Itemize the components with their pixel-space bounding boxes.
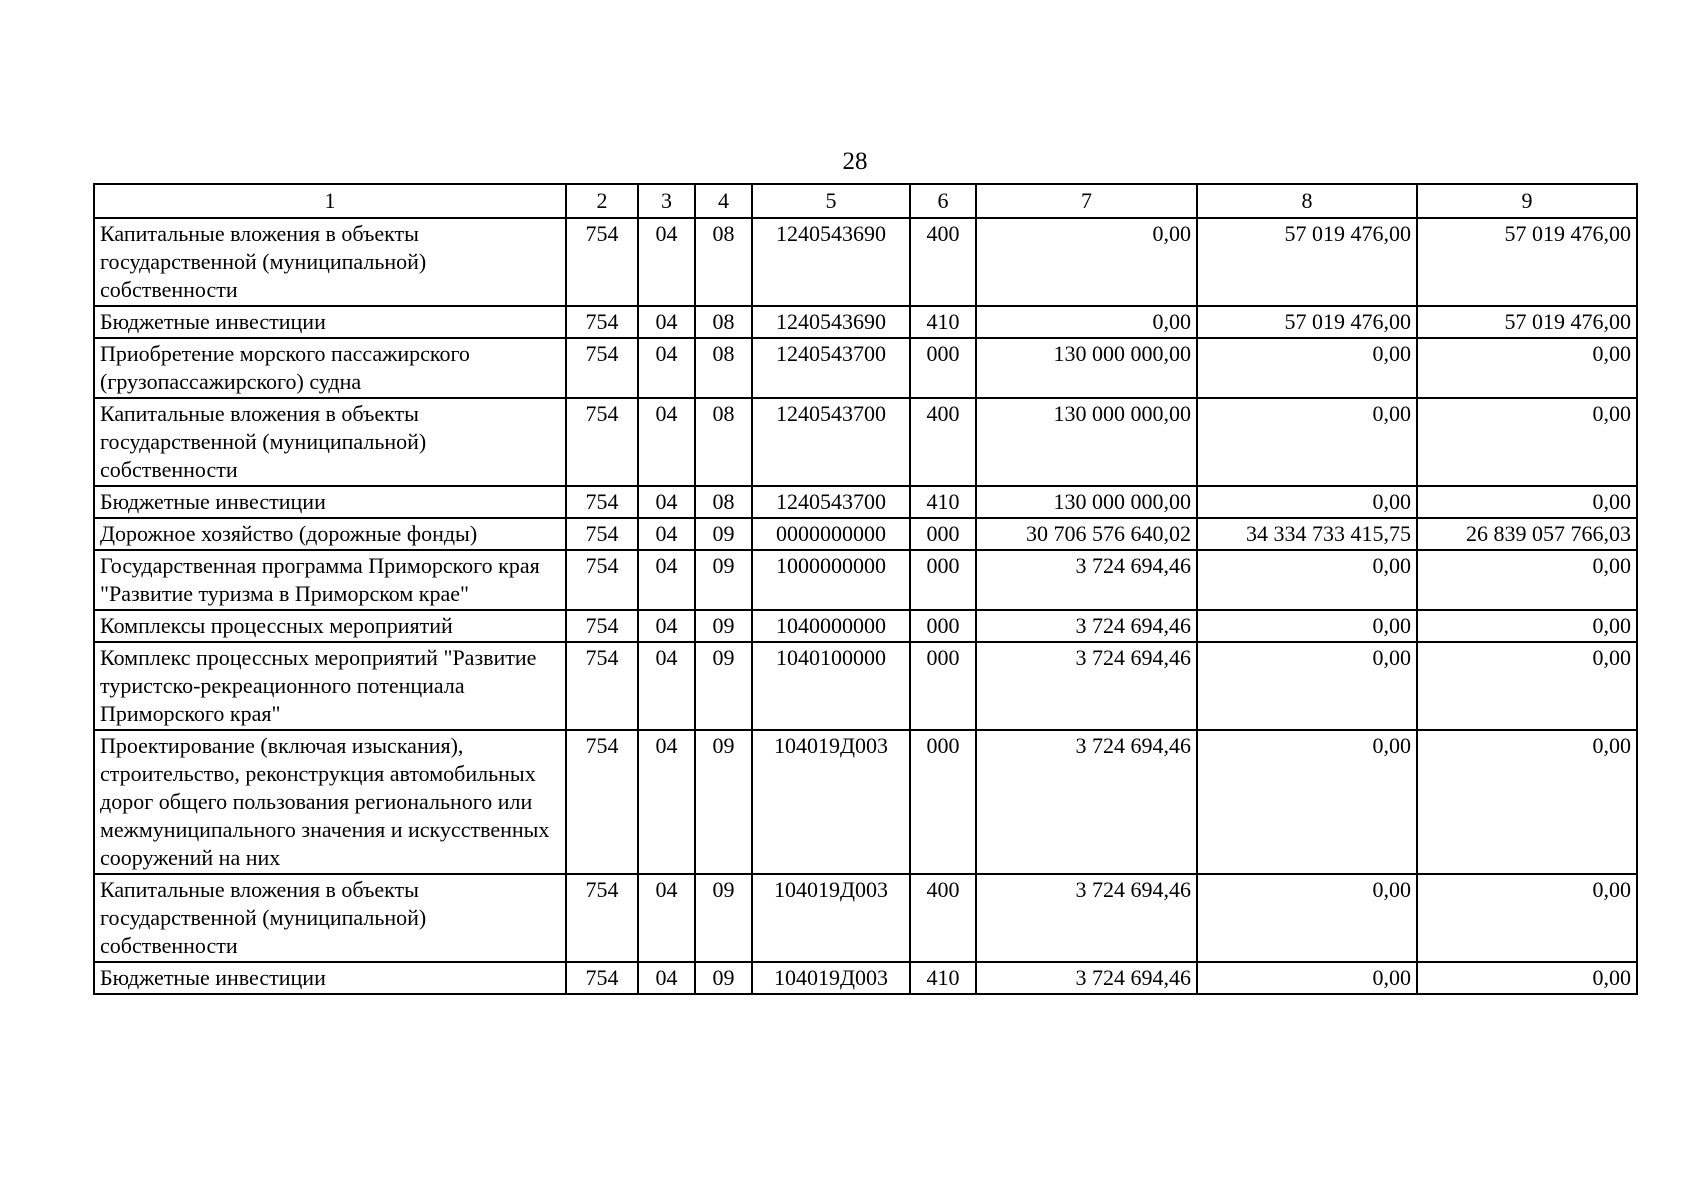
column-header: 2 [566, 184, 638, 218]
subsection-code: 09 [695, 518, 752, 550]
amount-col8: 0,00 [1197, 550, 1417, 610]
amount-col8: 0,00 [1197, 730, 1417, 874]
amount-col9: 0,00 [1417, 874, 1637, 962]
amount-col9: 57 019 476,00 [1417, 218, 1637, 306]
amount-col7: 3 724 694,46 [976, 642, 1197, 730]
amount-col7: 3 724 694,46 [976, 730, 1197, 874]
column-header: 3 [638, 184, 695, 218]
target-article-code: 1040100000 [752, 642, 910, 730]
column-header: 6 [910, 184, 976, 218]
amount-col7: 0,00 [976, 306, 1197, 338]
row-name: Капитальные вложения в объекты государственной (муниципальной) собственности [94, 218, 566, 306]
subsection-code: 09 [695, 730, 752, 874]
expense-type-code: 400 [910, 218, 976, 306]
expense-type-code: 000 [910, 550, 976, 610]
amount-col9: 0,00 [1417, 550, 1637, 610]
amount-col9: 0,00 [1417, 610, 1637, 642]
column-header: 5 [752, 184, 910, 218]
row-name: Приобретение морского пассажирского (грузопассажирского) судна [94, 338, 566, 398]
target-article-code: 1240543690 [752, 218, 910, 306]
amount-col8: 0,00 [1197, 642, 1417, 730]
section-code: 04 [638, 730, 695, 874]
amount-col7: 30 706 576 640,02 [976, 518, 1197, 550]
expense-type-code: 000 [910, 730, 976, 874]
amount-col9: 0,00 [1417, 486, 1637, 518]
amount-col8: 0,00 [1197, 610, 1417, 642]
table-row [94, 730, 1637, 874]
amount-col8: 57 019 476,00 [1197, 218, 1417, 306]
subsection-code: 08 [695, 398, 752, 486]
section-code: 04 [638, 962, 695, 994]
ministry-code: 754 [566, 518, 638, 550]
section-code: 04 [638, 486, 695, 518]
column-header: 4 [695, 184, 752, 218]
target-article-code: 104019Д003 [752, 962, 910, 994]
section-code: 04 [638, 398, 695, 486]
section-code: 04 [638, 550, 695, 610]
target-article-code: 1240543700 [752, 486, 910, 518]
ministry-code: 754 [566, 610, 638, 642]
table-row [94, 874, 1637, 962]
row-name: Бюджетные инвестиции [94, 486, 566, 518]
column-header: 9 [1417, 184, 1637, 218]
column-header: 8 [1197, 184, 1417, 218]
table-row [94, 218, 1637, 306]
ministry-code: 754 [566, 642, 638, 730]
amount-col9: 0,00 [1417, 398, 1637, 486]
amount-col7: 3 724 694,46 [976, 874, 1197, 962]
table-row [94, 642, 1637, 730]
ministry-code: 754 [566, 874, 638, 962]
row-name: Дорожное хозяйство (дорожные фонды) [94, 518, 566, 550]
section-code: 04 [638, 642, 695, 730]
table-row [94, 962, 1637, 994]
amount-col9: 0,00 [1417, 730, 1637, 874]
amount-col8: 0,00 [1197, 398, 1417, 486]
subsection-code: 09 [695, 874, 752, 962]
row-name: Бюджетные инвестиции [94, 306, 566, 338]
amount-col8: 34 334 733 415,75 [1197, 518, 1417, 550]
table-row [94, 550, 1637, 610]
ministry-code: 754 [566, 730, 638, 874]
section-code: 04 [638, 610, 695, 642]
row-name: Капитальные вложения в объекты государственной (муниципальной) собственности [94, 398, 566, 486]
amount-col7: 3 724 694,46 [976, 962, 1197, 994]
subsection-code: 08 [695, 306, 752, 338]
amount-col9: 0,00 [1417, 338, 1637, 398]
target-article-code: 0000000000 [752, 518, 910, 550]
row-name: Комплексы процессных мероприятий [94, 610, 566, 642]
target-article-code: 104019Д003 [752, 874, 910, 962]
expense-type-code: 410 [910, 486, 976, 518]
section-code: 04 [638, 338, 695, 398]
expense-type-code: 400 [910, 398, 976, 486]
row-name: Государственная программа Приморского края "Развитие туризма в Приморском крае" [94, 550, 566, 610]
target-article-code: 104019Д003 [752, 730, 910, 874]
subsection-code: 09 [695, 962, 752, 994]
amount-col7: 0,00 [976, 218, 1197, 306]
row-name: Комплекс процессных мероприятий "Развитие туристско-рекреационного потенциала Приморского края" [94, 642, 566, 730]
row-name: Капитальные вложения в объекты государственной (муниципальной) собственности [94, 874, 566, 962]
target-article-code: 1240543700 [752, 338, 910, 398]
subsection-code: 08 [695, 218, 752, 306]
section-code: 04 [638, 518, 695, 550]
section-code: 04 [638, 306, 695, 338]
amount-col9: 26 839 057 766,03 [1417, 518, 1637, 550]
budget-table [93, 183, 1638, 995]
page-number: 28 [842, 148, 868, 175]
amount-col9: 0,00 [1417, 642, 1637, 730]
table-row [94, 398, 1637, 486]
expense-type-code: 000 [910, 642, 976, 730]
target-article-code: 1000000000 [752, 550, 910, 610]
amount-col9: 57 019 476,00 [1417, 306, 1637, 338]
expense-type-code: 000 [910, 518, 976, 550]
ministry-code: 754 [566, 398, 638, 486]
column-header: 1 [94, 184, 566, 218]
expense-type-code: 410 [910, 306, 976, 338]
ministry-code: 754 [566, 338, 638, 398]
target-article-code: 1240543690 [752, 306, 910, 338]
amount-col8: 0,00 [1197, 486, 1417, 518]
expense-type-code: 400 [910, 874, 976, 962]
amount-col7: 3 724 694,46 [976, 610, 1197, 642]
table-row [94, 306, 1637, 338]
amount-col7: 130 000 000,00 [976, 338, 1197, 398]
expense-type-code: 000 [910, 610, 976, 642]
row-name: Проектирование (включая изыскания), строительство, реконструкция автомобильных дорог общего пользования регионального или межмуниципального значения и искусственных сооружений на них [94, 730, 566, 874]
expense-type-code: 000 [910, 338, 976, 398]
amount-col9: 0,00 [1417, 962, 1637, 994]
ministry-code: 754 [566, 306, 638, 338]
expense-type-code: 410 [910, 962, 976, 994]
amount-col7: 130 000 000,00 [976, 398, 1197, 486]
table-row [94, 338, 1637, 398]
table-row [94, 518, 1637, 550]
table-row [94, 486, 1637, 518]
ministry-code: 754 [566, 550, 638, 610]
amount-col8: 0,00 [1197, 962, 1417, 994]
subsection-code: 09 [695, 550, 752, 610]
header-row [94, 184, 1637, 218]
subsection-code: 09 [695, 610, 752, 642]
amount-col7: 130 000 000,00 [976, 486, 1197, 518]
subsection-code: 08 [695, 338, 752, 398]
amount-col8: 0,00 [1197, 338, 1417, 398]
subsection-code: 09 [695, 642, 752, 730]
section-code: 04 [638, 218, 695, 306]
amount-col8: 57 019 476,00 [1197, 306, 1417, 338]
column-header: 7 [976, 184, 1197, 218]
table-row [94, 610, 1637, 642]
ministry-code: 754 [566, 962, 638, 994]
row-name: Бюджетные инвестиции [94, 962, 566, 994]
ministry-code: 754 [566, 218, 638, 306]
amount-col8: 0,00 [1197, 874, 1417, 962]
section-code: 04 [638, 874, 695, 962]
target-article-code: 1240543700 [752, 398, 910, 486]
ministry-code: 754 [566, 486, 638, 518]
subsection-code: 08 [695, 486, 752, 518]
target-article-code: 1040000000 [752, 610, 910, 642]
amount-col7: 3 724 694,46 [976, 550, 1197, 610]
